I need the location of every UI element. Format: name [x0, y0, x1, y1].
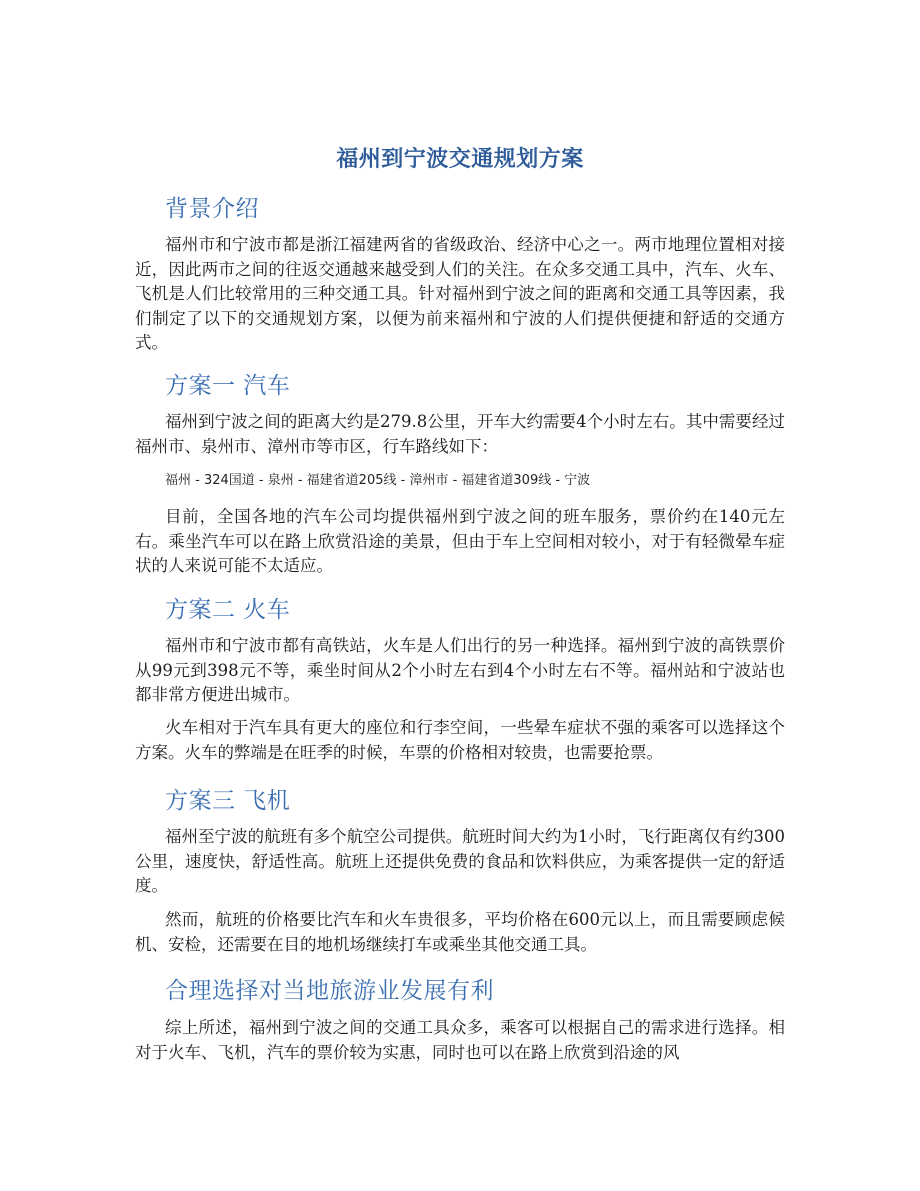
paragraph-plan-train-1: 福州市和宁波市都有高铁站，火车是人们出行的另一种选择。福州到宁波的高铁票价从99元到398元不等，乘坐时间从2个小时左右到4个小时左右不等。福州站和宁波站也都非常方便进出城市。	[135, 636, 785, 704]
heading-plan-train: 方案二 火车	[165, 597, 291, 623]
paragraph-plan-plane-1: 福州至宁波的航班有多个航空公司提供。航班时间大约为1小时，飞行距离仅有约300公里，速度快，舒适性高。航班上还提供免费的食品和饮料供应，为乘客提供一定的舒适度。	[135, 827, 785, 895]
paragraph-background: 福州市和宁波市都是浙江福建两省的省级政治、经济中心之一。两市地理位置相对接近，因此两市之间的往返交通越来越受到人们的关注。在众多交通工具中，汽车、火车、飞机是人们比较常用的三种交通工具。针对福州到宁波之间的距离和交通工具等因素，我们制定了以下的交通规划方案，以便为前来福州和宁波的人们提供便捷和舒适的交通方式。	[135, 235, 785, 352]
document-title: 福州到宁波交通规划方案	[336, 146, 584, 172]
paragraph-plan-train-2: 火车相对于汽车具有更大的座位和行李空间，一些晕车症状不强的乘客可以选择这个方案。火车的弊端是在旺季的时候，车票的价格相对较贵，也需要抢票。	[135, 718, 785, 762]
paragraph-plan-plane-2: 然而，航班的价格要比汽车和火车贵很多，平均价格在600元以上，而且需要顾虑候机、安检，还需要在目的地机场继续打车或乘坐其他交通工具。	[135, 910, 785, 954]
route-text: 福州 - 324国道 - 泉州 - 福建省道205线 - 漳州市 - 福建省道309线 - 宁波	[165, 473, 591, 488]
heading-conclusion: 合理选择对当地旅游业发展有利	[165, 978, 494, 1004]
paragraph-plan-car-1: 福州到宁波之间的距离大约是279.8公里，开车大约需要4个小时左右。其中需要经过福州市、泉州市、漳州市等市区，行车路线如下：	[135, 412, 785, 456]
heading-plan-plane: 方案三 飞机	[165, 788, 291, 814]
heading-background: 背景介绍	[165, 196, 259, 222]
paragraph-conclusion: 综上所述，福州到宁波之间的交通工具众多，乘客可以根据自己的需求进行选择。相对于火车、飞机，汽车的票价较为实惠，同时也可以在路上欣赏到沿途的风	[135, 1018, 785, 1062]
heading-plan-car: 方案一 汽车	[165, 373, 291, 399]
paragraph-plan-car-2: 目前，全国各地的汽车公司均提供福州到宁波之间的班车服务，票价约在140元左右。乘坐汽车可以在路上欣赏沿途的美景，但由于车上空间相对较小，对于有轻微晕车症状的人来说可能不太适应。	[135, 507, 785, 575]
